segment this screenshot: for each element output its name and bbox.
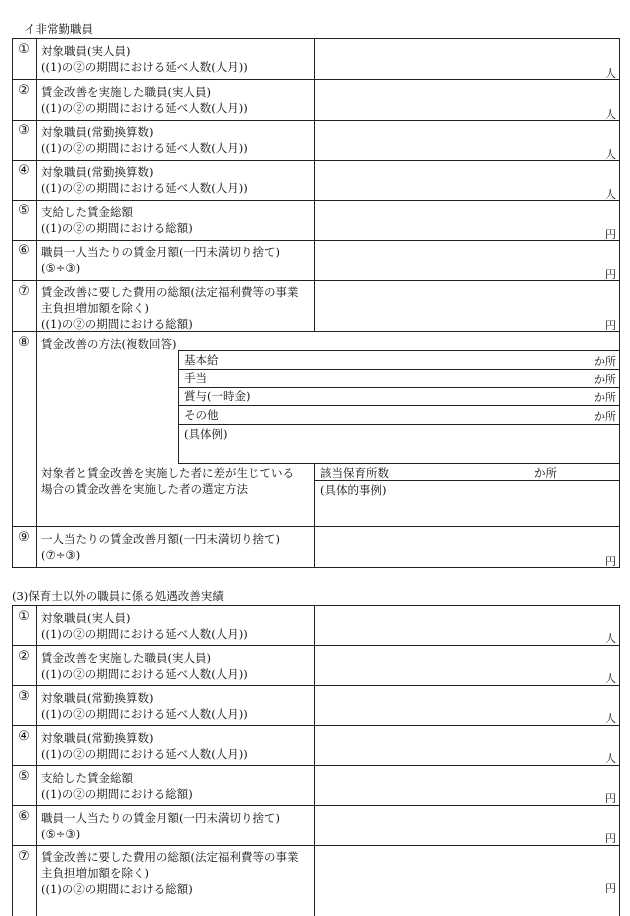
method-label: 賃金改善の方法(複数回答) bbox=[41, 337, 177, 351]
table-b-rule bbox=[12, 845, 620, 846]
row-label: 対象職員(常勤換算数) ((1)の②の期間における延べ人数(人月)) bbox=[41, 165, 248, 195]
row-label: 賃金改善に要した費用の総額(法定福利費等の事業 主負担増加額を除く) ((1)の②の期間における総額) bbox=[41, 850, 299, 896]
unit-label: 人 bbox=[605, 712, 616, 725]
table-b-rule bbox=[12, 765, 620, 766]
table-b-value-divider bbox=[314, 605, 315, 916]
option-unit: か所 bbox=[594, 410, 616, 423]
option-basic-salary: 基本給 bbox=[184, 353, 219, 367]
table-a-num-divider bbox=[36, 38, 37, 567]
table-b-rule bbox=[12, 725, 620, 726]
table-b-num-divider bbox=[36, 605, 37, 916]
row-label: 職員一人当たりの賃金月額(一円未満切り捨て) (⑤÷③) bbox=[41, 811, 280, 841]
option-bonus: 賞与(一時金) bbox=[184, 389, 251, 403]
row-label: 賃金改善を実施した職員(実人員) ((1)の②の期間における延べ人数(人月)) bbox=[41, 85, 248, 115]
table-a-rule bbox=[12, 567, 620, 568]
table-a-rule bbox=[12, 200, 620, 201]
row-label: 支給した賃金総額 ((1)の②の期間における総額) bbox=[41, 771, 193, 801]
row-number: ⑤ bbox=[18, 203, 30, 218]
unit-label: 円 bbox=[605, 882, 616, 895]
row-label: 一人当たりの賃金改善月額(一円未満切り捨て) (⑦÷③) bbox=[41, 532, 280, 562]
row-label: 対象職員(常勤換算数) ((1)の②の期間における延べ人数(人月)) bbox=[41, 691, 248, 721]
table-a-rule bbox=[12, 120, 620, 121]
table-b-right-border bbox=[619, 605, 620, 916]
row-label: 職員一人当たりの賃金月額(一円未満切り捨て) (⑤÷③) bbox=[41, 245, 280, 275]
row-number: ⑥ bbox=[18, 243, 30, 258]
option-unit: か所 bbox=[594, 355, 616, 368]
option-example-label: (具体例) bbox=[184, 427, 228, 441]
option-unit: か所 bbox=[594, 391, 616, 404]
row-number: ③ bbox=[18, 689, 30, 704]
table-b-rule bbox=[12, 805, 620, 806]
table-a-value-divider-lower bbox=[314, 463, 315, 567]
section-b-title: (3)保育士以外の職員に係る処遇改善実績 bbox=[12, 589, 224, 603]
unit-label: 人 bbox=[605, 752, 616, 765]
case-label: (具体的事例) bbox=[320, 483, 387, 497]
unit-label: 円 bbox=[605, 555, 616, 568]
row-label: 賃金改善に要した費用の総額(法定福利費等の事業 主負担増加額を除く) ((1)の②の期間における総額) bbox=[41, 285, 299, 331]
option-grid-rule bbox=[178, 463, 620, 464]
row-number: ④ bbox=[18, 729, 30, 744]
table-a-rule bbox=[12, 38, 620, 39]
table-a-right-border bbox=[619, 38, 620, 567]
table-b-rule bbox=[12, 645, 620, 646]
unit-label: 人 bbox=[605, 148, 616, 161]
table-a-rule bbox=[12, 280, 620, 281]
table-a-rule bbox=[12, 160, 620, 161]
row-label: 対象職員(実人員) ((1)の②の期間における延べ人数(人月)) bbox=[41, 611, 248, 641]
table-a-rule bbox=[12, 526, 620, 527]
facility-count-label: 該当保育所数 bbox=[320, 466, 389, 480]
selection-method-label: 対象者と賃金改善を実施した者に差が生じている 場合の賃金改善を実施した者の選定方法 bbox=[41, 466, 294, 496]
row-number: ① bbox=[18, 42, 30, 57]
table-a-left-border bbox=[12, 38, 13, 567]
row-number: ① bbox=[18, 609, 30, 624]
row-number: ⑧ bbox=[18, 335, 30, 350]
facility-count-unit: か所 bbox=[534, 466, 557, 480]
row-number: ⑥ bbox=[18, 809, 30, 824]
table-b-rule bbox=[12, 685, 620, 686]
unit-label: 人 bbox=[605, 67, 616, 80]
option-grid-rule bbox=[178, 405, 620, 406]
unit-label: 人 bbox=[605, 188, 616, 201]
row-number: ② bbox=[18, 83, 30, 98]
unit-label: 人 bbox=[605, 108, 616, 121]
row-number: ⑨ bbox=[18, 530, 30, 545]
option-grid-rule bbox=[178, 424, 620, 425]
option-grid-rule bbox=[178, 369, 620, 370]
table-a-value-divider-upper bbox=[314, 38, 315, 331]
row-number: ② bbox=[18, 649, 30, 664]
row-label: 対象職員(常勤換算数) ((1)の②の期間における延べ人数(人月)) bbox=[41, 731, 248, 761]
section-a-title: イ非常勤職員 bbox=[24, 22, 93, 36]
option-other: その他 bbox=[184, 408, 219, 422]
unit-label: 円 bbox=[605, 268, 616, 281]
option-grid-rule bbox=[178, 350, 620, 351]
row-number: ③ bbox=[18, 123, 30, 138]
row-label: 対象職員(常勤換算数) ((1)の②の期間における延べ人数(人月)) bbox=[41, 125, 248, 155]
option-allowance: 手当 bbox=[184, 371, 207, 385]
row-number: ⑤ bbox=[18, 769, 30, 784]
table-a-rule bbox=[12, 240, 620, 241]
row-label: 対象職員(実人員) ((1)の②の期間における延べ人数(人月)) bbox=[41, 44, 248, 74]
option-grid-left bbox=[178, 350, 179, 464]
unit-label: 円 bbox=[605, 228, 616, 241]
unit-label: 人 bbox=[605, 672, 616, 685]
table-b-rule bbox=[12, 605, 620, 606]
row-label: 賃金改善を実施した職員(実人員) ((1)の②の期間における延べ人数(人月)) bbox=[41, 651, 248, 681]
option-unit: か所 bbox=[594, 373, 616, 386]
table-a-rule bbox=[12, 79, 620, 80]
row-number: ⑦ bbox=[18, 849, 30, 864]
unit-label: 人 bbox=[605, 632, 616, 645]
unit-label: 円 bbox=[605, 832, 616, 845]
row-number: ⑦ bbox=[18, 284, 30, 299]
unit-label: 円 bbox=[605, 319, 616, 332]
unit-label: 円 bbox=[605, 792, 616, 805]
row-number: ④ bbox=[18, 163, 30, 178]
row-label: 支給した賃金総額 ((1)の②の期間における総額) bbox=[41, 205, 193, 235]
